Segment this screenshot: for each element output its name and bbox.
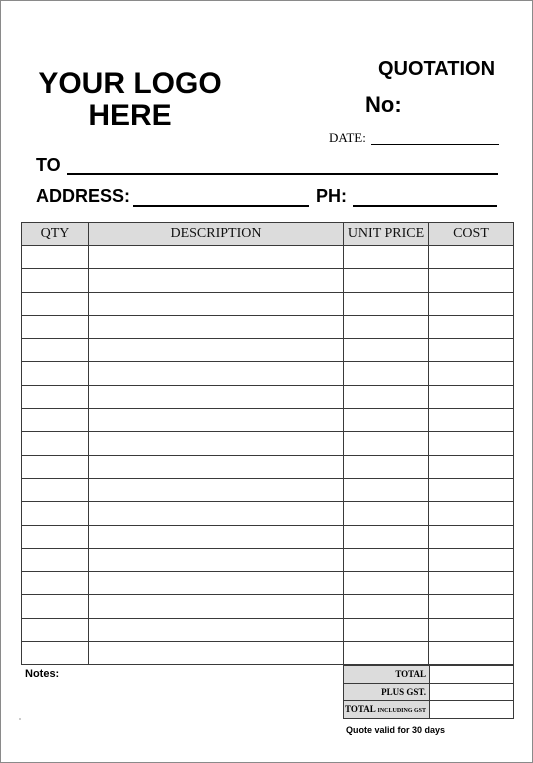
scan-speck [19,718,21,720]
table-row [22,315,514,338]
table-row [22,525,514,548]
description-cell[interactable] [89,455,344,478]
description-cell[interactable] [89,409,344,432]
qty-cell[interactable] [22,315,89,338]
table-row [22,642,514,665]
totals-table [343,665,514,719]
table-row [22,246,514,269]
items-table [21,222,514,665]
description-cell[interactable] [89,339,344,362]
unit-price-cell[interactable] [344,339,429,362]
qty-cell[interactable] [22,292,89,315]
table-row [22,572,514,595]
date-label: DATE: [329,130,366,145]
unit-price-cell[interactable] [344,315,429,338]
cost-cell[interactable] [429,315,514,338]
unit-price-cell[interactable] [344,385,429,408]
total-value-cell[interactable] [430,666,514,684]
description-cell[interactable] [89,642,344,665]
total-incl-gst-label [344,701,430,719]
description-cell[interactable] [89,572,344,595]
qty-cell[interactable] [22,502,89,525]
unit-price-cell[interactable] [344,525,429,548]
unit-price-cell[interactable] [344,432,429,455]
table-row [22,269,514,292]
description-cell[interactable] [89,292,344,315]
unit-price-cell[interactable] [344,618,429,641]
unit-price-cell[interactable] [344,595,429,618]
description-cell[interactable] [89,362,344,385]
cost-cell[interactable] [429,432,514,455]
qty-cell[interactable] [22,618,89,641]
total-label: TOTAL [344,666,430,684]
table-row [22,409,514,432]
table-row [22,455,514,478]
qty-cell[interactable] [22,409,89,432]
gst-value-cell[interactable] [430,683,514,701]
unit-price-cell[interactable] [344,502,429,525]
column-header-cost: COST [429,223,514,246]
unit-price-cell[interactable] [344,409,429,432]
cost-cell[interactable] [429,269,514,292]
description-cell[interactable] [89,385,344,408]
cost-cell[interactable] [429,548,514,571]
notes-label: Notes: [25,668,60,680]
gst-label: PLUS GST. [344,683,430,701]
qty-cell[interactable] [22,432,89,455]
cost-cell[interactable] [429,246,514,269]
to-field[interactable] [67,173,498,175]
cost-cell[interactable] [429,525,514,548]
description-cell[interactable] [89,502,344,525]
description-cell[interactable] [89,246,344,269]
cost-cell[interactable] [429,339,514,362]
qty-cell[interactable] [22,385,89,408]
qty-cell[interactable] [22,269,89,292]
total-incl-small: INCLUDING GST [377,708,426,715]
unit-price-cell[interactable] [344,642,429,665]
total-row [344,666,514,684]
column-header-description: DESCRIPTION [89,223,344,246]
qty-cell[interactable] [22,642,89,665]
description-cell[interactable] [89,478,344,501]
cost-cell[interactable] [429,409,514,432]
logo-line-2: HERE [88,99,172,132]
table-row [22,478,514,501]
qty-cell[interactable] [22,455,89,478]
table-row [22,618,514,641]
items-header-row [22,223,514,246]
table-row [22,292,514,315]
unit-price-cell[interactable] [344,246,429,269]
column-header-qty: QTY [22,223,89,246]
table-row [22,595,514,618]
unit-price-cell[interactable] [344,269,429,292]
table-row [22,362,514,385]
description-cell[interactable] [89,525,344,548]
logo-line-1: YOUR LOGO [38,67,222,100]
phone-field[interactable] [353,205,497,207]
cost-cell[interactable] [429,455,514,478]
cost-cell[interactable] [429,595,514,618]
unit-price-cell[interactable] [344,572,429,595]
cost-cell[interactable] [429,642,514,665]
cost-cell[interactable] [429,618,514,641]
description-cell[interactable] [89,315,344,338]
cost-cell[interactable] [429,292,514,315]
qty-cell[interactable] [22,246,89,269]
cost-cell[interactable] [429,362,514,385]
cost-cell[interactable] [429,572,514,595]
description-cell[interactable] [89,269,344,292]
unit-price-cell[interactable] [344,292,429,315]
qty-cell[interactable] [22,478,89,501]
table-row [22,339,514,362]
qty-cell[interactable] [22,339,89,362]
cost-cell[interactable] [429,502,514,525]
logo-placeholder [21,68,239,132]
total-incl-main: TOTAL [345,704,376,715]
qty-cell[interactable] [22,595,89,618]
column-header-unit-price: UNIT PRICE [344,223,429,246]
quote-number-label: No: [365,92,402,117]
qty-cell[interactable] [22,572,89,595]
document-title: QUOTATION [378,58,496,80]
qty-cell[interactable] [22,362,89,385]
table-row [22,385,514,408]
date-field[interactable] [371,144,499,145]
description-cell[interactable] [89,548,344,571]
unit-price-cell[interactable] [344,548,429,571]
qty-cell[interactable] [22,525,89,548]
to-label: TO [36,155,61,175]
cost-cell[interactable] [429,385,514,408]
description-cell[interactable] [89,432,344,455]
table-row [22,548,514,571]
total-incl-gst-row [344,701,514,719]
address-label: ADDRESS: [36,186,131,206]
total-incl-gst-value-cell[interactable] [430,701,514,719]
description-cell[interactable] [89,618,344,641]
description-cell[interactable] [89,595,344,618]
items-body [22,246,514,665]
gst-row [344,683,514,701]
phone-label: PH: [316,186,347,206]
table-row [22,502,514,525]
qty-cell[interactable] [22,548,89,571]
unit-price-cell[interactable] [344,362,429,385]
table-row [22,432,514,455]
unit-price-cell[interactable] [344,478,429,501]
unit-price-cell[interactable] [344,455,429,478]
cost-cell[interactable] [429,478,514,501]
address-field[interactable] [133,205,309,207]
validity-note: Quote valid for 30 days [346,725,446,735]
